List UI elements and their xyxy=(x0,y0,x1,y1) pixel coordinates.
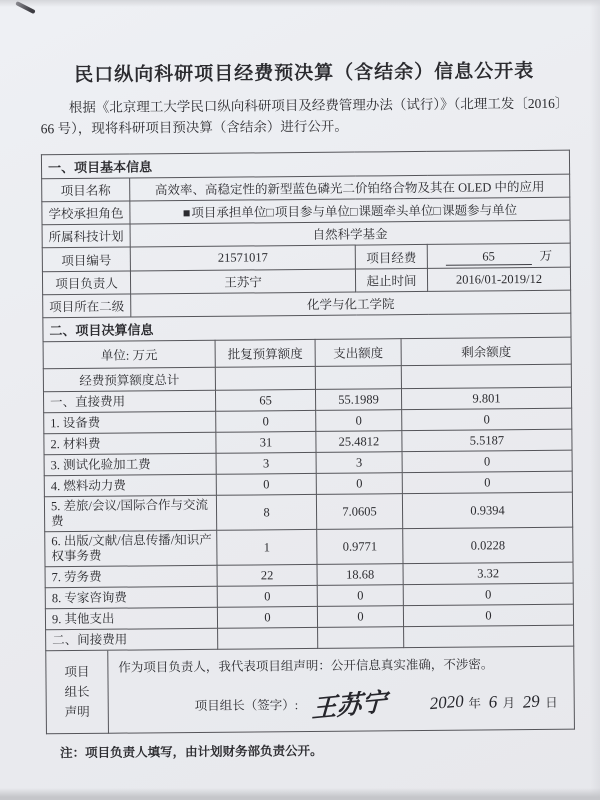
table-row xyxy=(46,647,575,734)
project-no-value: 21571017 xyxy=(130,245,355,271)
footer-note: 注：项目负责人填写，由计划财务部负责公开。 xyxy=(60,743,323,761)
pi-name: 王苏宁 xyxy=(130,269,355,294)
budget-item-label: 2. 材料费 xyxy=(44,432,216,455)
budget-remaining-value: 5.5187 xyxy=(402,429,572,451)
date-year-unit: 年 xyxy=(468,696,482,711)
signature: 王苏宁 xyxy=(311,688,388,724)
budget-remaining-value: 0 xyxy=(402,408,572,430)
budget-spent-value xyxy=(315,366,401,390)
budget-spent-value: 55.1989 xyxy=(315,389,401,411)
program-value: 自然科学基金 xyxy=(130,220,570,247)
funding-unit: 万 xyxy=(539,248,553,263)
budget-remaining-value: 0 xyxy=(403,604,573,626)
role-option xyxy=(433,203,517,218)
option-label: 课题参与单位 xyxy=(442,203,518,218)
role-option xyxy=(183,205,267,220)
budget-approved-value: 0 xyxy=(216,473,316,495)
option-label: 课题牵头单位 xyxy=(358,203,434,219)
budget-header-spent: 支出额度 xyxy=(315,339,401,367)
scan-top-shadow xyxy=(0,0,600,7)
dept-label: 项目所在二级 xyxy=(43,294,131,318)
funding-amount: 65 xyxy=(446,249,532,266)
funding-value xyxy=(427,243,570,268)
intro-paragraph: 根据《北京理工大学民口纵向科研项目及经费管理办法（试行）》（北理工发〔2016〕66 号），现将科研项目预决算（含结余）进行公开。 xyxy=(40,95,569,137)
basic-info-table xyxy=(41,150,571,319)
program-label: 所属科技计划 xyxy=(42,224,130,248)
project-name-label: 项目名称 xyxy=(42,178,130,202)
budget-header-remaining: 剩余额度 xyxy=(401,337,571,365)
signature-label: 项目组长（签字）: xyxy=(194,698,299,713)
section-1-header: 一、项目基本信息 xyxy=(41,150,569,179)
date-month-unit: 月 xyxy=(502,696,516,711)
page-title: 民口纵向科研项目经费预决算（含结余）信息公开表 xyxy=(74,60,535,87)
budget-approved-value xyxy=(218,627,318,649)
budget-row xyxy=(45,527,573,567)
budget-row xyxy=(44,492,572,532)
budget-spent-value: 3 xyxy=(316,452,402,474)
declaration-label-line: 声明 xyxy=(64,704,90,720)
section-2-header: 二、项目决算信息 xyxy=(43,314,571,342)
budget-item-label: 4. 燃料动力费 xyxy=(44,474,216,497)
budget-approved-value xyxy=(215,366,315,390)
form-sheet xyxy=(41,150,574,735)
funding-label: 项目经费 xyxy=(355,244,427,269)
pi-label: 项目负责人 xyxy=(42,271,130,295)
budget-item-label: 3. 测试化验加工费 xyxy=(44,453,216,476)
budget-item-label: 6. 出版/文献/信息传播/知识产权事务费 xyxy=(45,530,217,566)
checkbox-unchecked-icon: □ xyxy=(349,204,358,219)
budget-item-label: 二、间接费用 xyxy=(46,628,218,651)
budget-spent-value xyxy=(318,627,404,649)
budget-approved-value: 31 xyxy=(216,431,316,453)
declaration-table xyxy=(45,647,575,735)
budget-spent-value: 7.0605 xyxy=(316,494,402,530)
duration-value: 2016/01-2019/12 xyxy=(427,267,570,291)
budget-approved-value: 22 xyxy=(217,564,317,586)
budget-spent-value: 0 xyxy=(316,473,402,495)
budget-spent-value: 0 xyxy=(317,585,403,607)
project-name-value: 高效率、高稳定性的新型蓝色磷光二价铂络合物及其在 OLED 中的应用 xyxy=(130,174,570,201)
role-option xyxy=(266,205,350,220)
budget-item-label: 5. 差旅/会议/国际合作与交流费 xyxy=(44,495,216,531)
budget-item-label: 7. 劳务费 xyxy=(45,565,217,588)
duration-label: 起止时间 xyxy=(355,268,427,292)
role-option xyxy=(350,204,434,219)
budget-spent-value: 18.68 xyxy=(317,564,403,586)
project-no-label: 项目编号 xyxy=(42,247,130,272)
budget-header-approved: 批复预算额度 xyxy=(215,339,315,367)
declaration-statement: 作为项目负责人，我代表项目组声明：公开信息真实准确，不涉密。 xyxy=(118,657,494,675)
document xyxy=(40,46,574,762)
option-label: 项目承担单位 xyxy=(191,205,267,220)
budget-remaining-value: 9.801 xyxy=(401,387,571,409)
budget-item-label: 9. 其他支出 xyxy=(45,607,217,630)
budget-spent-value: 25.4812 xyxy=(316,431,402,453)
budget-remaining-value: 0 xyxy=(402,471,572,493)
budget-item-label: 一、直接费用 xyxy=(43,390,215,413)
budget-remaining-value: 3.32 xyxy=(403,562,573,584)
budget-approved-value: 3 xyxy=(216,452,316,474)
checkbox-unchecked-icon: □ xyxy=(266,205,274,220)
date-day-unit: 日 xyxy=(545,695,558,710)
checkbox-unchecked-icon: □ xyxy=(433,203,442,218)
declaration-body xyxy=(108,647,575,734)
budget-remaining-value: 0.0228 xyxy=(403,527,573,563)
budget-remaining-value: 0.9394 xyxy=(402,492,572,528)
budget-approved-value: 0 xyxy=(216,410,316,432)
budget-approved-value: 1 xyxy=(217,529,317,565)
signature-date xyxy=(426,692,559,713)
budget-remaining-value: 0 xyxy=(403,583,573,605)
scan-right-shadow xyxy=(590,0,600,800)
budget-approved-value: 0 xyxy=(217,585,317,607)
budget-approved-value: 65 xyxy=(215,389,315,411)
budget-table xyxy=(42,314,574,652)
role-label: 学校承担角色 xyxy=(42,201,130,225)
budget-spent-value: 0 xyxy=(316,410,402,432)
budget-remaining-value xyxy=(401,364,571,388)
budget-item-label: 8. 专家咨询费 xyxy=(45,586,217,609)
declaration-label-line: 组长 xyxy=(64,684,90,700)
checkbox-checked-icon: ■ xyxy=(182,205,191,221)
budget-item-label: 经费预算额度总计 xyxy=(43,367,215,392)
scan-bottom-shadow xyxy=(0,788,600,800)
budget-spent-value: 0 xyxy=(317,606,403,628)
declaration-label xyxy=(46,651,109,734)
budget-header-unit: 单位: 万元 xyxy=(43,340,215,368)
budget-item-label: 1. 设备费 xyxy=(44,411,216,434)
option-label: 项目参与单位 xyxy=(274,204,350,220)
declaration-label-line: 项目 xyxy=(64,664,90,680)
budget-approved-value: 8 xyxy=(216,494,316,530)
signature-line xyxy=(119,684,564,724)
date-year-handwritten: 2020 xyxy=(428,691,465,714)
budget-approved-value: 0 xyxy=(217,606,317,628)
date-day-handwritten: 29 xyxy=(522,691,541,712)
budget-spent-value: 0.9771 xyxy=(317,529,403,565)
date-month-handwritten: 6 xyxy=(488,692,499,712)
budget-remaining-value xyxy=(404,625,574,647)
budget-remaining-value: 0 xyxy=(402,450,572,472)
dept-value: 化学与化工学院 xyxy=(131,290,571,317)
